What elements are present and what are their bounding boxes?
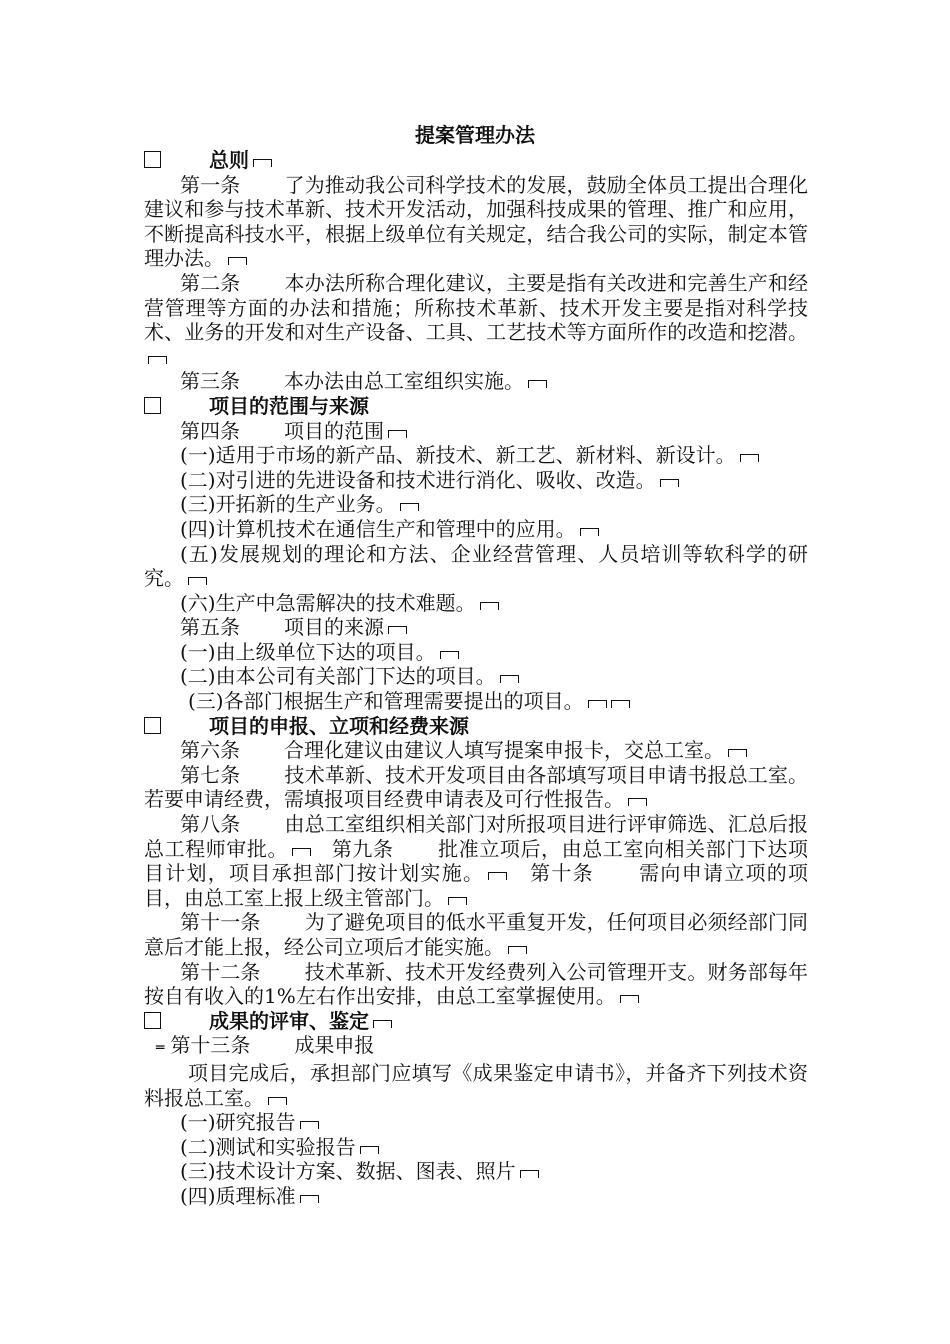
document-title: 提案管理办法 [415, 123, 535, 147]
article-7: 第七条 技术革新、技术开发项目由各部填写项目申请书报总工室。若要申请经费，需填报项目经费申请表及可行性报告。 [144, 762, 809, 812]
paragraph-mark-icon [588, 700, 607, 708]
article-4: 第四条 项目的范围 [144, 419, 808, 444]
list-item: (二)测试和实验报告 [144, 1135, 808, 1160]
article-13-body: 项目完成后，承担部门应填写《成果鉴定申请书》，并备齐下列技术资料报总工室。 [144, 1060, 808, 1110]
paragraph-mark-icon [488, 872, 507, 880]
list-item: (一)适用于市场的新产品、新技术、新工艺、新材料、新设计。 [144, 443, 808, 468]
paragraph-mark-icon [360, 1146, 379, 1154]
list-marker-icon: ═ [156, 1040, 165, 1057]
paragraph-mark-icon [448, 897, 467, 905]
list-item: (四)计算机技术在通信生产和管理中的应用。 [144, 517, 808, 542]
section-heading-evaluation: 成果的评审、鉴定 [144, 1009, 808, 1034]
article-1: 第一条 了为推动我公司科学技术的发展，鼓励全体员工提出合理化建议和参与技术革新、技术开发活动，加强科技成果的管理、推广和应用，不断提高科技水平，根据上级单位有关规定，结合我公司的实际，制定本管理办法。 [144, 172, 809, 271]
article-6: 第六条 合理化建议由建议人填写提案申报卡，交总工室。 [144, 738, 808, 763]
article-13: ═ 第十三条 成果申报 [156, 1033, 375, 1058]
article-3: 第三条 本办法由总工室组织实施。 [144, 369, 808, 394]
paragraph-mark-icon [388, 430, 407, 438]
section-heading-scope: 项目的范围与来源 [144, 394, 808, 419]
paragraph-mark-icon [500, 675, 519, 683]
list-item: (一)研究报告 [144, 1110, 808, 1135]
document-body [144, 148, 808, 1209]
section-heading-application: 项目的申报、立项和经费来源 [144, 714, 808, 739]
paragraph-mark-icon [373, 1020, 392, 1028]
paragraph-mark-icon [228, 257, 247, 265]
article-2: 第二条 本办法所称合理化建议，主要是指有关改进和完善生产和经营管理等方面的办法和措施；所称技术革新、技术开发主要是指对科学技术、业务的开发和对生产设备、工具、工艺技术等方面所作的改造和挖潜。 [144, 271, 808, 369]
list-item: (三)技术设计方案、数据、图表、照片 [144, 1159, 808, 1184]
paragraph-mark-icon [728, 749, 747, 757]
list-item: (二)对引进的先进设备和技术进行消化、吸收、改造。 [144, 468, 808, 493]
paragraph-mark-icon [253, 159, 272, 167]
paragraph-mark-icon [188, 577, 207, 585]
paragraph-mark-icon [292, 848, 311, 856]
article-8-9-10: 第八条 由总工室组织相关部门对所报项目进行评审筛选、汇总后报总工程师审批。 第九条 批准立项后，由总工室向相关部门下达项目计划，项目承担部门按计划实施。 第十条 需向申请立项的项目，由总工室上报上级主管部门。 [144, 812, 809, 910]
list-item: (二)由本公司有关部门下达的项目。 [144, 664, 808, 689]
article-12: 第十二条 技术革新、技术开发经费列入公司管理开支。财务部每年按自有收入的1%左右作出安排，由总工室掌握使用。 [144, 959, 809, 1009]
list-item: (三)开拓新的生产业务。 [144, 492, 808, 517]
paragraph-mark-icon [508, 946, 527, 954]
article-5: 第五条 项目的来源 [144, 615, 808, 640]
checkbox-square-icon [144, 717, 161, 734]
list-item: (一)由上级单位下达的项目。 [144, 640, 808, 665]
article-11: 第十一条 为了避免项目的低水平重复开发，任何项目必须经部门同意后才能上报，经公司立项后才能实施。 [144, 910, 809, 959]
paragraph-mark-icon [628, 798, 647, 806]
list-item: (四)质理标准 [144, 1184, 808, 1209]
paragraph-mark-icon [740, 454, 759, 462]
paragraph-mark-icon [268, 1097, 287, 1105]
paragraph-mark-icon [400, 503, 419, 511]
paragraph-mark-icon [300, 1195, 319, 1203]
paragraph-mark-icon [300, 1121, 319, 1129]
paragraph-mark-icon [620, 995, 639, 1003]
paragraph-mark-icon [148, 356, 167, 364]
paragraph-mark-icon [611, 700, 630, 708]
paragraph-mark-icon [580, 528, 599, 536]
paragraph-mark-icon [480, 602, 499, 610]
list-item: (五)发展规划的理论和方法、企业经营管理、人员培训等软科学的研究。 [144, 541, 808, 591]
paragraph-mark-icon [520, 1170, 539, 1178]
section-heading-general: 总则 [144, 148, 808, 173]
checkbox-square-icon [144, 1012, 161, 1029]
list-item: (六)生产中急需解决的技术难题。 [144, 591, 808, 616]
paragraph-mark-icon [388, 626, 407, 634]
list-item: (三)各部门根据生产和管理需要提出的项目。 [144, 689, 808, 714]
paragraph-mark-icon [660, 479, 679, 487]
paragraph-mark-icon [440, 651, 459, 659]
paragraph-mark-icon [528, 380, 547, 388]
checkbox-square-icon [144, 397, 161, 414]
checkbox-square-icon [144, 151, 161, 168]
